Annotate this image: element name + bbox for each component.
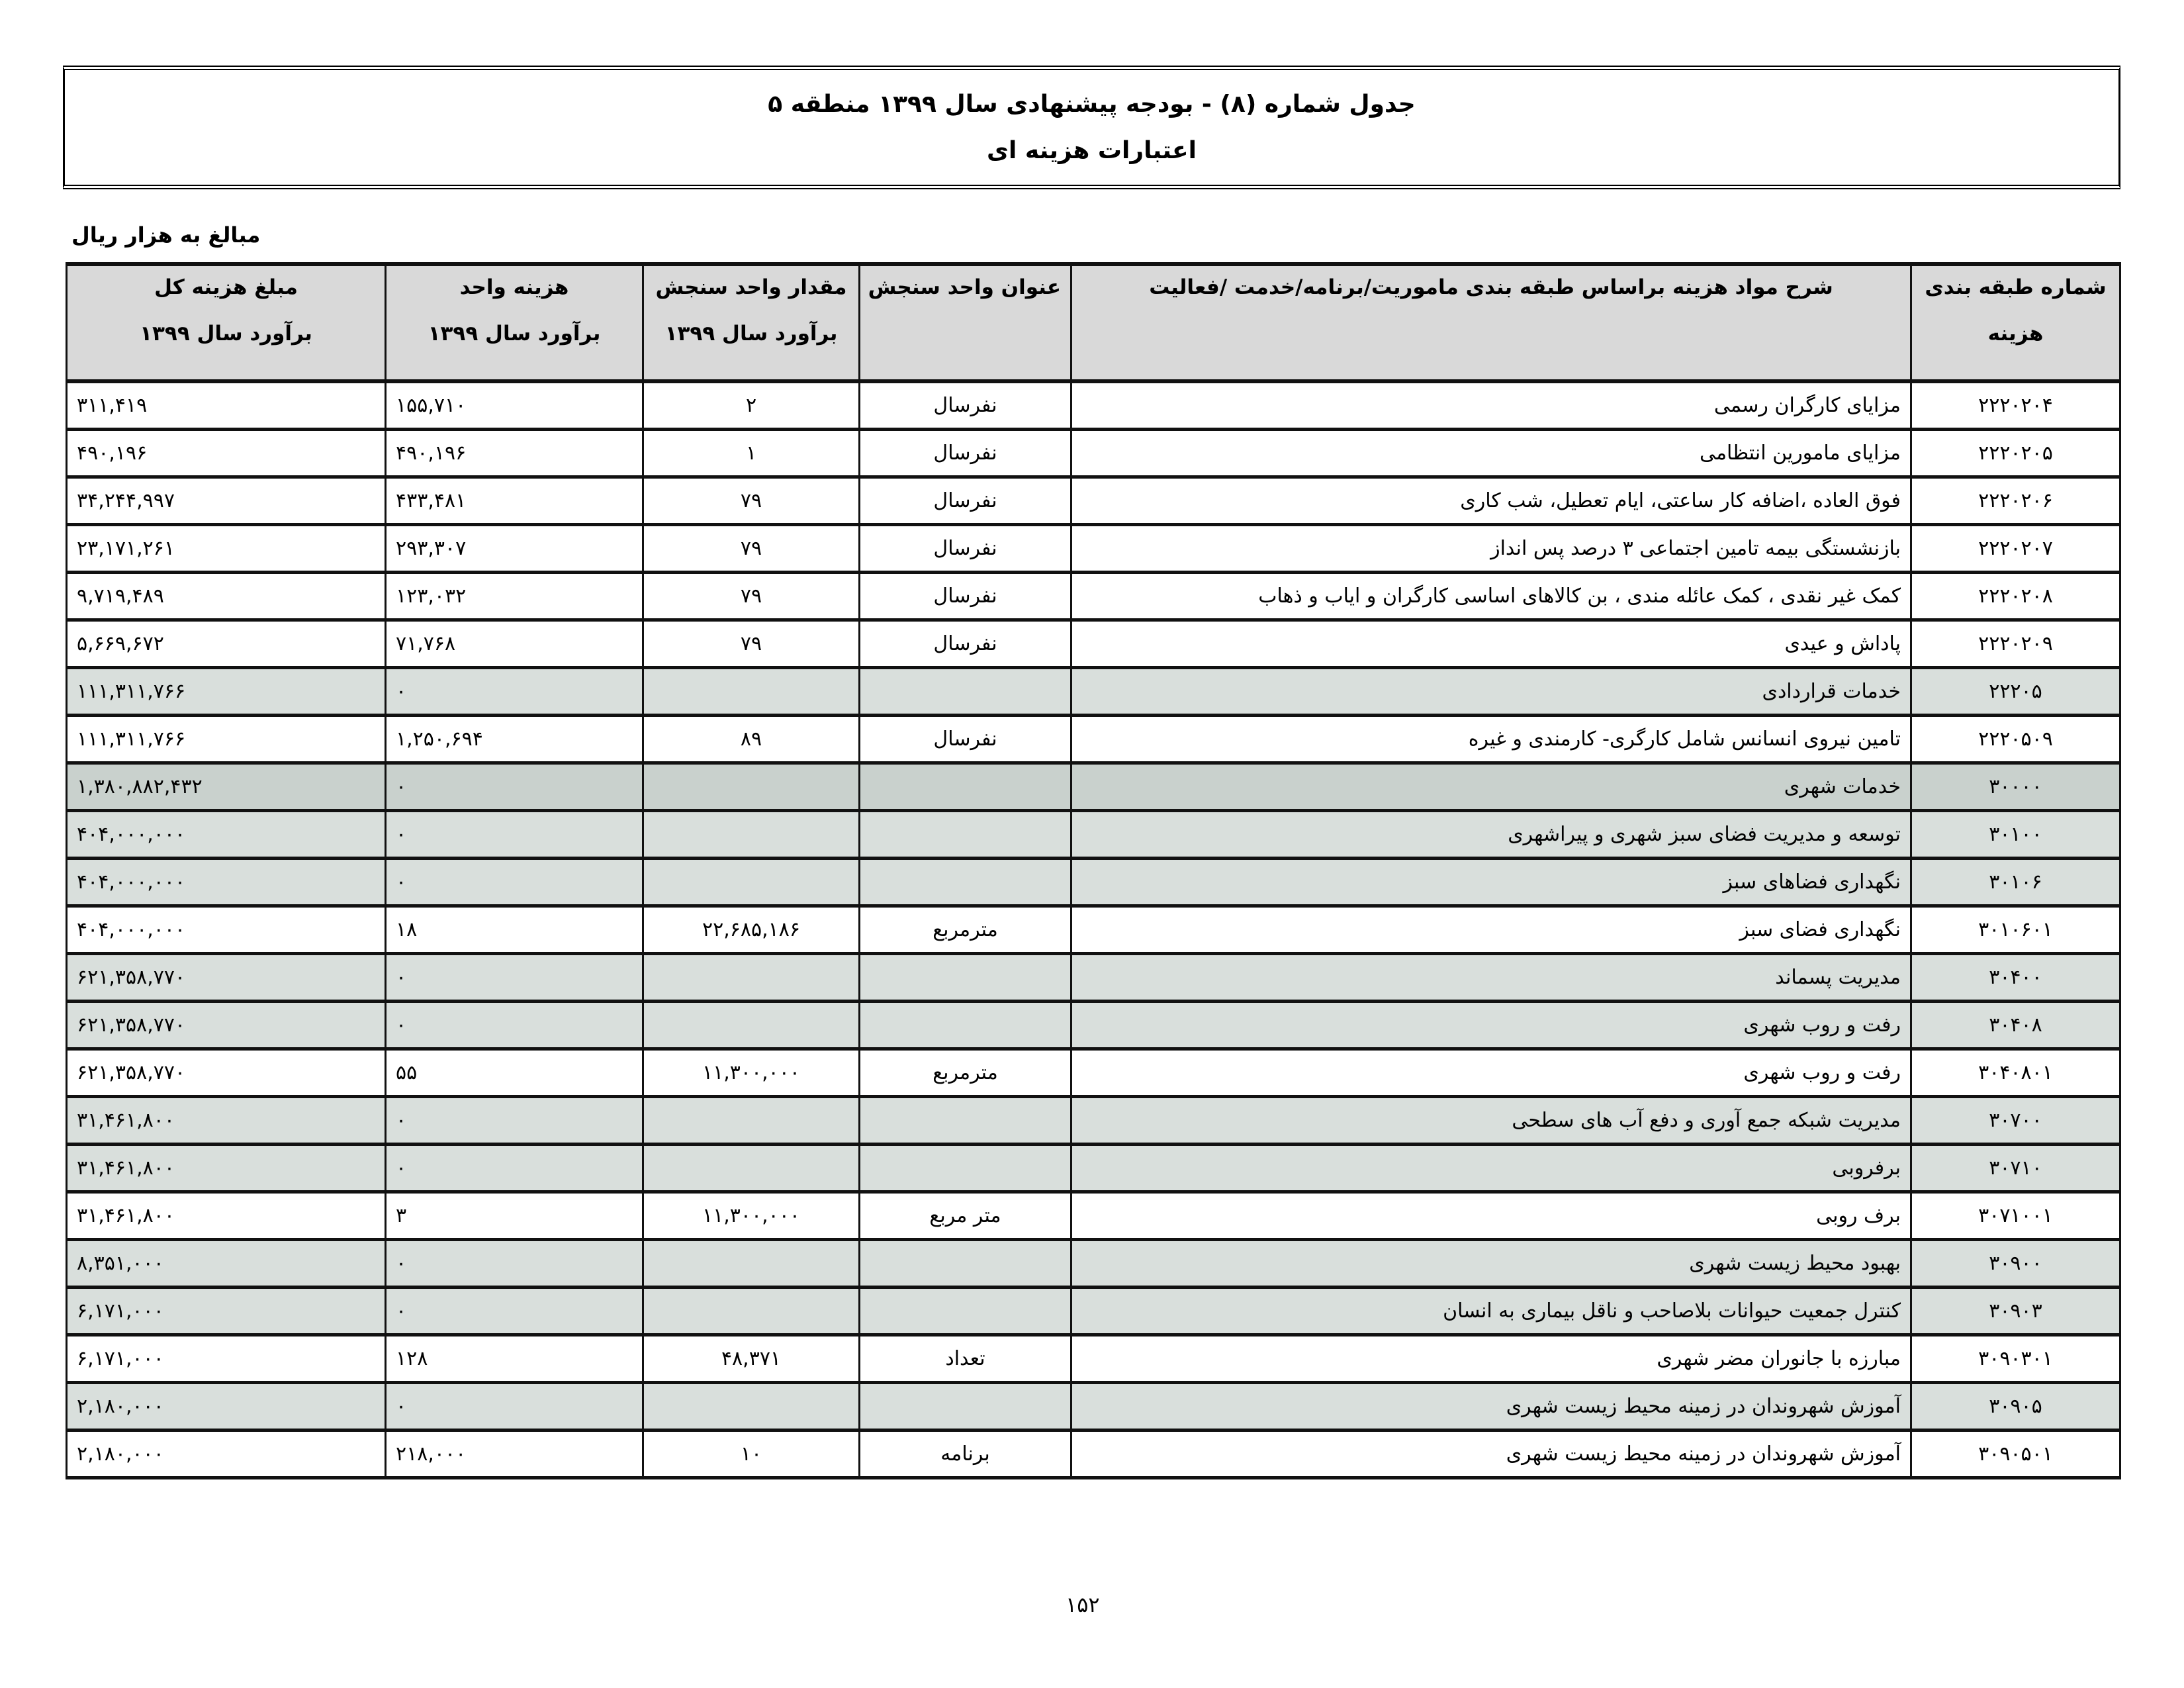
cell-total: ۶۲۱,۳۵۸,۷۷۰	[67, 1001, 386, 1049]
cell-total: ۳۱,۴۶۱,۸۰۰	[67, 1096, 386, 1144]
cell-code: ۲۲۲۰۲۰۹	[1911, 620, 2120, 667]
cell-total: ۲,۱۸۰,۰۰۰	[67, 1430, 386, 1477]
table-subtitle: اعتبارات هزینه ای	[987, 137, 1197, 164]
cell-total: ۱۱۱,۳۱۱,۷۶۶	[67, 667, 386, 715]
table-row	[67, 1430, 2120, 1477]
table-row-subtotal	[67, 763, 2120, 810]
cell-description: تامین نیروی انسانس شامل کارگری- کارمندی و غیره	[1071, 715, 1911, 763]
header-quantity: مقدار واحد سنجش برآورد سال ۱۳۹۹	[643, 264, 860, 381]
cell-code: ۳۰۹۰۰	[1911, 1239, 2120, 1287]
cell-quantity: ۱۱,۳۰۰,۰۰۰	[643, 1049, 860, 1096]
table-row	[67, 572, 2120, 620]
cell-quantity: ۱۱,۳۰۰,۰۰۰	[643, 1192, 860, 1239]
cell-unit-cost: ۱۸	[386, 906, 643, 953]
cell-total: ۸,۳۵۱,۰۰۰	[67, 1239, 386, 1287]
cell-unit-cost: ۰	[386, 810, 643, 858]
cell-description: نگهداری فضاهای سبز	[1071, 858, 1911, 906]
cell-unit-cost: ۴۳۳,۴۸۱	[386, 477, 643, 524]
cell-code: ۳۰۹۰۳۰۱	[1911, 1335, 2120, 1382]
cell-code: ۳۰۷۰۰	[1911, 1096, 2120, 1144]
cell-unit-cost: ۰	[386, 763, 643, 810]
cell-total: ۳۴,۲۴۴,۹۹۷	[67, 477, 386, 524]
cell-unit	[860, 1287, 1071, 1335]
cell-unit-cost: ۲۱۸,۰۰۰	[386, 1430, 643, 1477]
table-row	[67, 381, 2120, 429]
cell-total: ۴۰۴,۰۰۰,۰۰۰	[67, 906, 386, 953]
table-body	[67, 381, 2120, 1477]
table-title: جدول شماره (۸) - بودجه پیشنهادی سال ۱۳۹۹ منطقه ۵	[768, 91, 1416, 118]
cell-description: رفت و روب شهری	[1071, 1001, 1911, 1049]
cell-unit: تعداد	[860, 1335, 1071, 1382]
table-row-subtotal	[67, 858, 2120, 906]
cell-unit-cost: ۲۹۳,۳۰۷	[386, 524, 643, 572]
cell-unit-cost: ۱۲۸	[386, 1335, 643, 1382]
cell-unit-cost: ۰	[386, 953, 643, 1001]
cell-description: مبارزه با جانوران مضر شهری	[1071, 1335, 1911, 1382]
table-row	[67, 429, 2120, 477]
table-row	[67, 906, 2120, 953]
cell-description: نگهداری فضای سبز	[1071, 906, 1911, 953]
cell-description: توسعه و مدیریت فضای سبز شهری و پیراشهری	[1071, 810, 1911, 858]
cell-quantity: ۷۹	[643, 524, 860, 572]
cell-quantity	[643, 763, 860, 810]
cell-total: ۶,۱۷۱,۰۰۰	[67, 1335, 386, 1382]
cell-code: ۳۰۷۱۰۰۱	[1911, 1192, 2120, 1239]
cell-code: ۳۰۱۰۶۰۱	[1911, 906, 2120, 953]
cell-description: فوق العاده ،اضافه کار ساعتی، ایام تعطیل، شب کاری	[1071, 477, 1911, 524]
cell-code: ۳۰۴۰۰	[1911, 953, 2120, 1001]
cell-total: ۵,۶۶۹,۶۷۲	[67, 620, 386, 667]
title-box	[63, 66, 2120, 189]
cell-unit	[860, 667, 1071, 715]
cell-unit-cost: ۱۵۵,۷۱۰	[386, 381, 643, 429]
cell-description: خدمات شهری	[1071, 763, 1911, 810]
cell-description: رفت و روب شهری	[1071, 1049, 1911, 1096]
table-row-subtotal	[67, 1096, 2120, 1144]
cell-code: ۳۰۴۰۸۰۱	[1911, 1049, 2120, 1096]
cell-unit: متر مربع	[860, 1192, 1071, 1239]
cell-code: ۲۲۲۰۵	[1911, 667, 2120, 715]
cell-unit: مترمربع	[860, 906, 1071, 953]
table-row	[67, 477, 2120, 524]
header-total: مبلغ هزینه کل برآورد سال ۱۳۹۹	[67, 264, 386, 381]
cell-unit: نفرسال	[860, 572, 1071, 620]
cell-unit-cost: ۰	[386, 1287, 643, 1335]
cell-unit	[860, 953, 1071, 1001]
table-row	[67, 1335, 2120, 1382]
cell-description: آموزش شهروندان در زمینه محیط زیست شهری	[1071, 1430, 1911, 1477]
table-row	[67, 620, 2120, 667]
cell-unit	[860, 1096, 1071, 1144]
cell-total: ۶,۱۷۱,۰۰۰	[67, 1287, 386, 1335]
cell-quantity: ۷۹	[643, 477, 860, 524]
cell-description: برفروبی	[1071, 1144, 1911, 1192]
table-row	[67, 715, 2120, 763]
cell-unit-cost: ۰	[386, 1382, 643, 1430]
cell-unit: نفرسال	[860, 620, 1071, 667]
cell-quantity	[643, 858, 860, 906]
cell-unit-cost: ۷۱,۷۶۸	[386, 620, 643, 667]
cell-total: ۶۲۱,۳۵۸,۷۷۰	[67, 1049, 386, 1096]
cell-quantity	[643, 1287, 860, 1335]
cell-unit-cost: ۰	[386, 858, 643, 906]
cell-quantity	[643, 1382, 860, 1430]
cell-quantity	[643, 1239, 860, 1287]
cell-code: ۳۰۰۰۰	[1911, 763, 2120, 810]
cell-description: خدمات قراردادی	[1071, 667, 1911, 715]
header-code: شماره طبقه بندی هزینه	[1911, 264, 2120, 381]
cell-total: ۲,۱۸۰,۰۰۰	[67, 1382, 386, 1430]
cell-unit-cost: ۰	[386, 667, 643, 715]
cell-code: ۲۲۲۰۲۰۵	[1911, 429, 2120, 477]
cell-unit: نفرسال	[860, 524, 1071, 572]
cell-code: ۲۲۲۰۲۰۶	[1911, 477, 2120, 524]
cell-unit	[860, 763, 1071, 810]
header-unit-cost: هزینه واحد برآورد سال ۱۳۹۹	[386, 264, 643, 381]
cell-description: بهبود محیط زیست شهری	[1071, 1239, 1911, 1287]
cell-description: برف روبی	[1071, 1192, 1911, 1239]
cell-description: مدیریت پسماند	[1071, 953, 1911, 1001]
cell-total: ۴۰۴,۰۰۰,۰۰۰	[67, 810, 386, 858]
cell-description: مزایای مامورین انتظامی	[1071, 429, 1911, 477]
cell-unit	[860, 810, 1071, 858]
table-row-subtotal	[67, 1001, 2120, 1049]
cell-total: ۱,۳۸۰,۸۸۲,۴۳۲	[67, 763, 386, 810]
cell-description: مزایای کارگران رسمی	[1071, 381, 1911, 429]
cell-unit	[860, 1144, 1071, 1192]
cell-description: کنترل جمعیت حیوانات بلاصاحب و ناقل بیماری به انسان	[1071, 1287, 1911, 1335]
cell-total: ۹,۷۱۹,۴۸۹	[67, 572, 386, 620]
cell-unit-cost: ۵۵	[386, 1049, 643, 1096]
table-row	[67, 1192, 2120, 1239]
cell-total: ۴۹۰,۱۹۶	[67, 429, 386, 477]
cell-unit-cost: ۰	[386, 1096, 643, 1144]
page-number: ۱۵۲	[1066, 1592, 1100, 1617]
cell-description: مدیریت شبکه جمع آوری و دفع آب های سطحی	[1071, 1096, 1911, 1144]
cell-quantity: ۲	[643, 381, 860, 429]
cell-quantity: ۷۹	[643, 572, 860, 620]
cell-quantity: ۲۲,۶۸۵,۱۸۶	[643, 906, 860, 953]
cell-unit: مترمربع	[860, 1049, 1071, 1096]
cell-quantity	[643, 810, 860, 858]
header-description: شرح مواد هزینه براساس طبقه بندی ماموریت/برنامه/خدمت /فعالیت	[1071, 264, 1911, 381]
cell-total: ۴۰۴,۰۰۰,۰۰۰	[67, 858, 386, 906]
table-row-subtotal	[67, 810, 2120, 858]
table-row-subtotal	[67, 1382, 2120, 1430]
table-row	[67, 524, 2120, 572]
cell-description: بازنشستگی بیمه تامین اجتماعی ۳ درصد پس انداز	[1071, 524, 1911, 572]
table-row-subtotal	[67, 953, 2120, 1001]
currency-unit-note: مبالغ به هزار ریال	[71, 222, 261, 248]
cell-unit-cost: ۳	[386, 1192, 643, 1239]
cell-code: ۳۰۹۰۵۰۱	[1911, 1430, 2120, 1477]
cell-code: ۳۰۴۰۸	[1911, 1001, 2120, 1049]
cell-description: کمک غیر نقدی ، کمک عائله مندی ، بن کالاهای اساسی کارگران و ایاب و ذهاب	[1071, 572, 1911, 620]
cell-description: آموزش شهروندان در زمینه محیط زیست شهری	[1071, 1382, 1911, 1430]
cell-unit-cost: ۱۲۳,۰۳۲	[386, 572, 643, 620]
cell-unit-cost: ۴۹۰,۱۹۶	[386, 429, 643, 477]
cell-quantity: ۱۰	[643, 1430, 860, 1477]
header-unit: عنوان واحد سنجش	[860, 264, 1071, 381]
cell-unit	[860, 1382, 1071, 1430]
cell-quantity: ۴۸,۳۷۱	[643, 1335, 860, 1382]
cell-code: ۲۲۲۰۵۰۹	[1911, 715, 2120, 763]
cell-unit: نفرسال	[860, 429, 1071, 477]
cell-code: ۳۰۱۰۰	[1911, 810, 2120, 858]
cell-unit: نفرسال	[860, 381, 1071, 429]
cell-quantity	[643, 1001, 860, 1049]
table-row-subtotal	[67, 1239, 2120, 1287]
cell-quantity: ۷۹	[643, 620, 860, 667]
cell-code: ۲۲۲۰۲۰۸	[1911, 572, 2120, 620]
cell-quantity	[643, 667, 860, 715]
cell-unit: نفرسال	[860, 477, 1071, 524]
cell-unit-cost: ۰	[386, 1001, 643, 1049]
cell-total: ۳۱,۴۶۱,۸۰۰	[67, 1144, 386, 1192]
cell-unit: برنامه	[860, 1430, 1071, 1477]
cell-quantity	[643, 1144, 860, 1192]
cell-code: ۳۰۱۰۶	[1911, 858, 2120, 906]
cell-code: ۲۲۲۰۲۰۷	[1911, 524, 2120, 572]
cell-unit	[860, 1001, 1071, 1049]
cell-unit	[860, 1239, 1071, 1287]
cell-unit: نفرسال	[860, 715, 1071, 763]
cell-total: ۳۱۱,۴۱۹	[67, 381, 386, 429]
cell-code: ۳۰۷۱۰	[1911, 1144, 2120, 1192]
cell-total: ۶۲۱,۳۵۸,۷۷۰	[67, 953, 386, 1001]
cell-unit	[860, 858, 1071, 906]
table-header-row	[67, 264, 2120, 381]
cell-code: ۳۰۹۰۵	[1911, 1382, 2120, 1430]
cell-unit-cost: ۰	[386, 1239, 643, 1287]
cell-code: ۳۰۹۰۳	[1911, 1287, 2120, 1335]
cell-total: ۱۱۱,۳۱۱,۷۶۶	[67, 715, 386, 763]
budget-table	[66, 262, 2121, 1479]
cell-unit-cost: ۰	[386, 1144, 643, 1192]
cell-quantity: ۸۹	[643, 715, 860, 763]
table-row	[67, 1049, 2120, 1096]
table-row-subtotal	[67, 667, 2120, 715]
cell-total: ۳۱,۴۶۱,۸۰۰	[67, 1192, 386, 1239]
cell-total: ۲۳,۱۷۱,۲۶۱	[67, 524, 386, 572]
cell-description: پاداش و عیدی	[1071, 620, 1911, 667]
cell-unit-cost: ۱,۲۵۰,۶۹۴	[386, 715, 643, 763]
table-row-subtotal	[67, 1287, 2120, 1335]
cell-quantity: ۱	[643, 429, 860, 477]
cell-quantity	[643, 953, 860, 1001]
cell-code: ۲۲۲۰۲۰۴	[1911, 381, 2120, 429]
table-row-subtotal	[67, 1144, 2120, 1192]
cell-quantity	[643, 1096, 860, 1144]
